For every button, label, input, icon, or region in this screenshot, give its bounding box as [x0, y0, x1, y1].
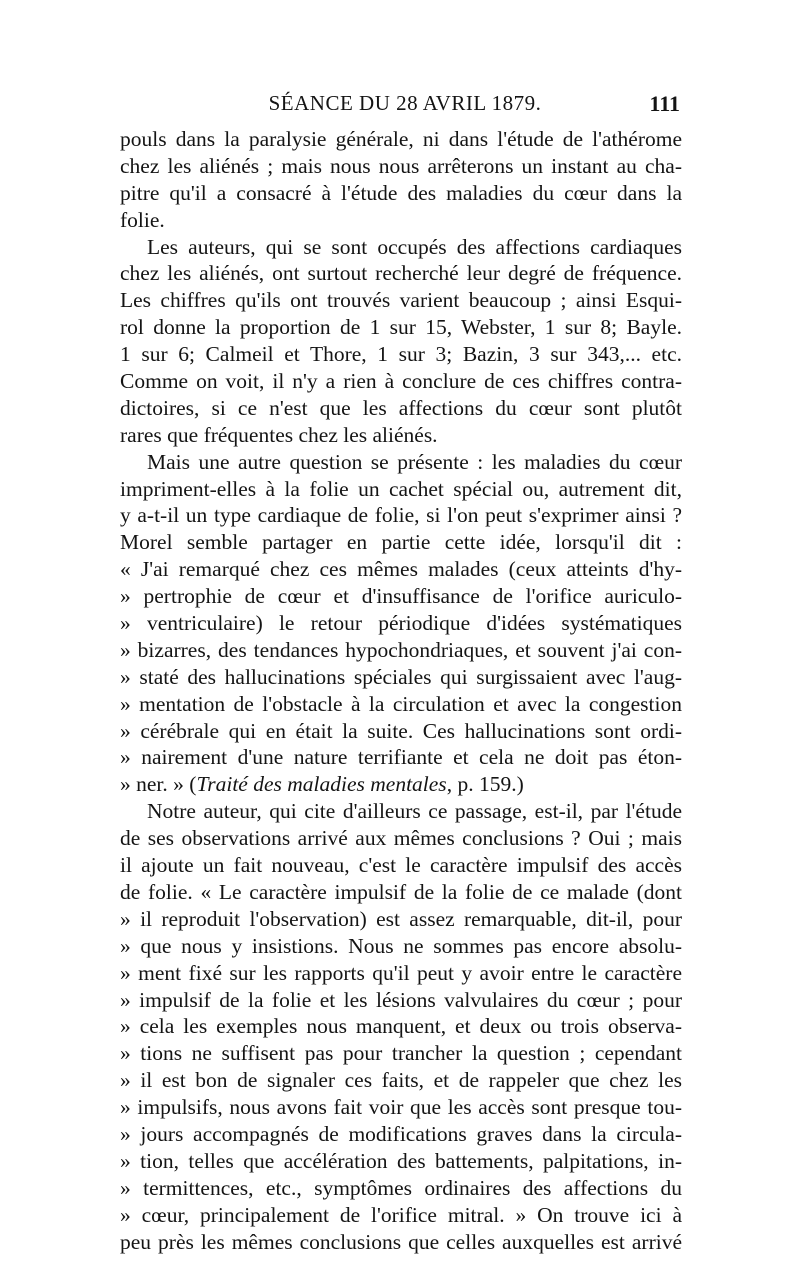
text-line: peu près les mêmes conclusions que celles auxquelles est arrivé [120, 1229, 682, 1254]
running-title: SÉANCE DU 28 AVRIL 1879. [268, 91, 542, 115]
text-line: Notre auteur, qui cite d'ailleurs ce passage, est-il, par l'étude [147, 799, 682, 824]
text-line: » cela les exemples nous manquent, et deux ou trois observa- [120, 1014, 682, 1039]
text-line: de folie. « Le caractère impulsif de la folie de ce malade (dont [120, 879, 682, 904]
text-line: Mais une autre question se présente : les maladies du cœur [147, 449, 682, 474]
text-line: chez les aliénés ; mais nous nous arrêterons un instant au cha- [120, 153, 682, 178]
text-line: » il reproduit l'observation) est assez remarquable, dit-il, pour [120, 906, 682, 931]
citation-page: , p. 159.) [446, 772, 524, 797]
text-line: » cérébrale qui en était la suite. Ces hallucinations sont ordi- [120, 718, 682, 743]
citation-title: Traité des maladies mentales [196, 772, 447, 797]
page-number: 111 [649, 91, 680, 116]
text-line: il ajoute un fait nouveau, c'est le caractère impulsif des accès [120, 853, 682, 878]
text-line: » il est bon de signaler ces faits, et de rappeler que chez les [120, 1068, 682, 1093]
text-line: Comme on voit, il n'y a rien à conclure de ces chiffres contra- [120, 369, 682, 394]
body-text [120, 126, 682, 1255]
citation-lead: » ner. » [120, 772, 184, 797]
text-line: Les chiffres qu'ils ont trouvés varient beaucoup ; ainsi Esqui- [120, 288, 682, 313]
text-line: » pertrophie de cœur et d'insuffisance de l'orifice auriculo- [120, 584, 682, 609]
text-line: » impulsifs, nous avons fait voir que les accès sont presque tou- [120, 1095, 682, 1120]
text-line: rol donne la proportion de 1 sur 15, Webster, 1 sur 8; Bayle. [120, 315, 682, 340]
text-line-citation [120, 771, 682, 798]
text-line: « J'ai remarqué chez ces mêmes malades (ceux atteints d'hy- [120, 557, 682, 582]
text-line: » ventriculaire) le retour périodique d'idées systématiques [120, 611, 682, 636]
text-line: dictoires, si ce n'est que les affections du cœur sont plutôt [120, 395, 682, 420]
text-line: » tions ne suffisent pas pour trancher la question ; cependant [120, 1041, 682, 1066]
text-line: » que nous y insistions. Nous ne sommes pas encore absolu- [120, 933, 682, 958]
text-line: 1 sur 6; Calmeil et Thore, 1 sur 3; Bazin, 3 sur 343,... etc. [120, 342, 682, 367]
text-line: y a-t-il un type cardiaque de folie, si l'on peut s'exprimer ainsi ? [120, 503, 682, 528]
text-line: Morel semble partager en partie cette idée, lorsqu'il dit : [120, 530, 682, 555]
text-line: pitre qu'il a consacré à l'étude des maladies du cœur dans la [120, 180, 682, 205]
text-line: folie. [120, 207, 165, 232]
text-line: impriment-elles à la folie un cachet spécial ou, autrement dit, [120, 476, 682, 501]
text-line: » ment fixé sur les rapports qu'il peut y avoir entre le caractère [120, 960, 682, 985]
text-line: » cœur, principalement de l'orifice mitral. » On trouve ici à [120, 1202, 682, 1227]
text-line: » nairement d'une nature terrifiante et cela ne doit pas éton- [120, 745, 682, 770]
text-line: Les auteurs, qui se sont occupés des affections cardiaques [147, 234, 682, 259]
citation-open: ( [189, 772, 197, 797]
text-line: » impulsif de la folie et les lésions valvulaires du cœur ; pour [120, 987, 682, 1012]
text-line: » jours accompagnés de modifications graves dans la circula- [120, 1121, 682, 1146]
text-line: pouls dans la paralysie générale, ni dans l'étude de l'athérome [120, 127, 682, 151]
text-line: » bizarres, des tendances hypochondriaques, et souvent j'ai con- [120, 637, 682, 662]
text-line: chez les aliénés, ont surtout recherché leur degré de fréquence. [120, 261, 682, 286]
text-line: de ses observations arrivé aux mêmes conclusions ? Oui ; mais [120, 826, 682, 851]
text-line: » tion, telles que accélération des battements, palpitations, in- [120, 1148, 682, 1173]
text-line: » termittences, etc., symptômes ordinaires des affections du [120, 1175, 682, 1200]
text-line: rares que fréquentes chez les aliénés. [120, 422, 438, 447]
page-header [128, 91, 682, 123]
text-line: » staté des hallucinations spéciales qui surgissaient avec l'aug- [120, 664, 682, 689]
text-line: » mentation de l'obstacle à la circulation et avec la congestion [120, 691, 682, 716]
